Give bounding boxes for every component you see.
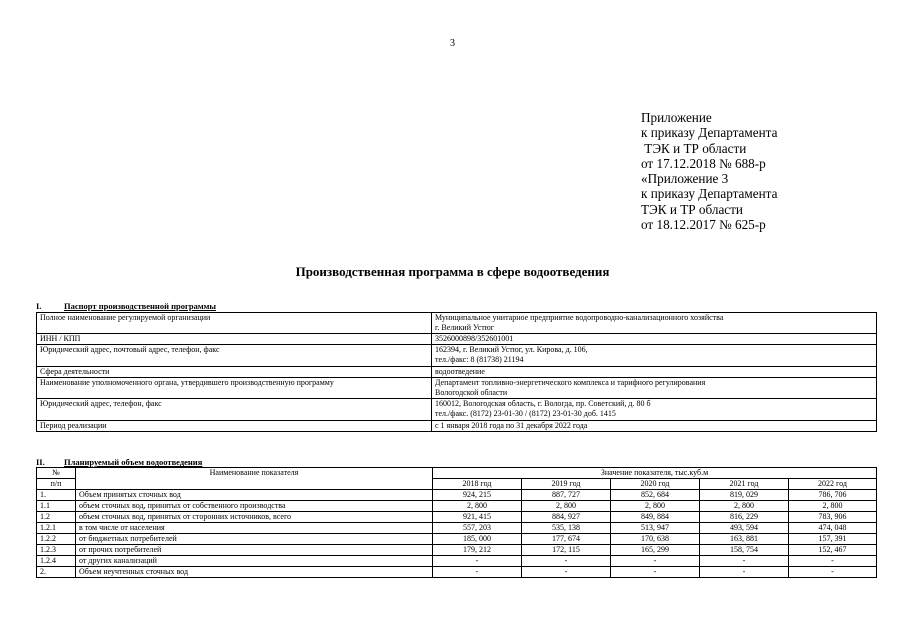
row-value: - — [433, 567, 522, 578]
passport-value — [432, 399, 877, 421]
year-header: 2020 год — [611, 479, 700, 490]
passport-label: Наименование уполномоченного органа, утвердившего производственную программу — [37, 378, 432, 399]
row-number: 1.2.2 — [37, 534, 76, 545]
row-value: 887, 727 — [522, 490, 611, 501]
row-value: 185, 000 — [433, 534, 522, 545]
passport-row — [37, 399, 877, 421]
section-1-number: I. — [36, 301, 42, 311]
row-number: 1.2.3 — [37, 545, 76, 556]
row-number: 1. — [37, 490, 76, 501]
appendix-line: ТЭК и ТР области — [641, 201, 743, 217]
passport-label: Юридический адрес, почтовый адрес, телефон, факс — [37, 345, 432, 367]
row-number: 1.2.1 — [37, 523, 76, 534]
appendix-line: Приложение — [641, 110, 712, 125]
row-name: Объем неучтенных сточных вод — [76, 567, 433, 578]
row-value: 158, 754 — [700, 545, 789, 556]
passport-value: с 1 января 2018 года по 31 декабря 2022 года — [432, 421, 877, 432]
row-value: 924, 215 — [433, 490, 522, 501]
passport-value — [432, 378, 877, 399]
passport-label: Полное наименование регулируемой организации — [37, 313, 432, 334]
row-name: от бюджетных потребителей — [76, 534, 433, 545]
row-value: 535, 138 — [522, 523, 611, 534]
row-name: от других канализаций — [76, 556, 433, 567]
passport-value-line: 160012, Вологодская область, г. Вологда, пр. Советский, д. 80 б — [435, 399, 651, 408]
year-header: 2022 год — [789, 479, 877, 490]
section-1-heading — [36, 301, 216, 311]
row-value: 884, 927 — [522, 512, 611, 523]
col-number-header: № — [37, 468, 76, 479]
passport-value — [432, 313, 877, 334]
row-name: Объем принятых сточных вод — [76, 490, 433, 501]
appendix-line: «Приложение 3 — [641, 171, 729, 187]
passport-label: ИНН / КПП — [37, 334, 432, 345]
appendix-line: к приказу Департамента — [641, 186, 778, 202]
volume-row — [37, 567, 877, 578]
row-value: 2, 800 — [433, 501, 522, 512]
volume-row — [37, 512, 877, 523]
passport-value-line: 162394, г. Великий Устюг, ул. Кирова, д. 106, — [435, 345, 588, 354]
row-value: 2, 800 — [522, 501, 611, 512]
row-name: объем сточных вод, принятых от сторонних источников, всего — [76, 512, 433, 523]
col-name-header: Наименование показателя — [76, 468, 433, 490]
row-value: - — [789, 567, 877, 578]
row-value: 557, 203 — [433, 523, 522, 534]
year-header: 2021 год — [700, 479, 789, 490]
passport-value — [432, 345, 877, 367]
row-value: - — [789, 556, 877, 567]
section-2-heading — [36, 457, 202, 467]
passport-row — [37, 367, 877, 378]
row-value: 179, 212 — [433, 545, 522, 556]
row-value: 2, 800 — [789, 501, 877, 512]
passport-value: 3526000898/352601001 — [432, 334, 877, 345]
row-name: от прочих потребителей — [76, 545, 433, 556]
passport-value-line: Вологодской области — [435, 388, 508, 397]
col-value-header: Значение показателя, тыс.куб.м — [433, 468, 877, 479]
volume-header-row — [37, 468, 877, 479]
appendix-line: к приказу Департамента — [641, 125, 778, 141]
volume-table — [36, 467, 877, 578]
row-name: в том числе от населения — [76, 523, 433, 534]
passport-value-line: тел./факс: 8 (81738) 21194 — [435, 355, 524, 364]
row-value: 163, 881 — [700, 534, 789, 545]
row-value: - — [700, 567, 789, 578]
passport-value-line: Муниципальное унитарное предприятие водопроводно-канализационного хозяйства — [435, 313, 724, 322]
row-value: - — [433, 556, 522, 567]
passport-value-line: Департамент топливно-энергетического комплекса и тарифного регулирования — [435, 378, 706, 387]
row-value: - — [522, 567, 611, 578]
row-value: 170, 638 — [611, 534, 700, 545]
passport-table — [36, 312, 877, 432]
appendix-line: от 17.12.2018 № 688-р — [641, 155, 766, 171]
volume-row — [37, 523, 877, 534]
year-header: 2019 год — [522, 479, 611, 490]
row-value: 165, 299 — [611, 545, 700, 556]
appendix-line: ТЭК и ТР области — [641, 140, 747, 156]
volume-row — [37, 490, 877, 501]
appendix-line: от 18.12.2017 № 625-р — [641, 217, 766, 233]
row-value: 157, 391 — [789, 534, 877, 545]
row-value: 2, 800 — [700, 501, 789, 512]
document-title: Производственная программа в сфере водоотведения — [295, 264, 610, 279]
passport-row — [37, 378, 877, 399]
passport-row — [37, 334, 877, 345]
passport-row — [37, 313, 877, 334]
volume-row — [37, 556, 877, 567]
appendix-block — [641, 110, 777, 232]
row-value: - — [522, 556, 611, 567]
section-2-title: Планируемый объем водоотведения — [64, 457, 203, 467]
volume-row — [37, 501, 877, 512]
row-name: объем сточных вод, принятых от собственного производства — [76, 501, 433, 512]
row-value: 786, 706 — [789, 490, 877, 501]
row-value: - — [611, 556, 700, 567]
row-value: 783, 906 — [789, 512, 877, 523]
passport-row — [37, 421, 877, 432]
row-value: 2, 800 — [611, 501, 700, 512]
volume-row — [37, 534, 877, 545]
passport-value: водоотведение — [432, 367, 877, 378]
col-number-header-2: п/п — [37, 479, 76, 490]
volume-row — [37, 545, 877, 556]
row-value: - — [700, 556, 789, 567]
section-1-title: Паспорт производственной программы — [64, 301, 217, 311]
row-value: 819, 029 — [700, 490, 789, 501]
row-number: 1.2.4 — [37, 556, 76, 567]
row-value: 849, 884 — [611, 512, 700, 523]
passport-label: Период реализации — [37, 421, 432, 432]
row-value: 177, 674 — [522, 534, 611, 545]
row-value: 172, 115 — [522, 545, 611, 556]
year-header: 2018 год — [433, 479, 522, 490]
row-value: 852, 684 — [611, 490, 700, 501]
row-value: - — [611, 567, 700, 578]
passport-row — [37, 345, 877, 367]
row-value: 921, 415 — [433, 512, 522, 523]
row-number: 2. — [37, 567, 76, 578]
row-number: 1.2 — [37, 512, 76, 523]
row-number: 1.1 — [37, 501, 76, 512]
row-value: 816, 229 — [700, 512, 789, 523]
row-value: 474, 048 — [789, 523, 877, 534]
passport-label: Юридический адрес, телефон, факс — [37, 399, 432, 421]
row-value: 152, 467 — [789, 545, 877, 556]
row-value: 493, 594 — [700, 523, 789, 534]
page-number: 3 — [450, 38, 455, 49]
passport-value-line: тел./факс. (8172) 23-01-30 / (8172) 23-01-30 доб. 1415 — [435, 409, 616, 418]
passport-label: Сфера деятельности — [37, 367, 432, 378]
passport-value-line: г. Великий Устюг — [435, 323, 494, 332]
row-value: 513, 947 — [611, 523, 700, 534]
section-2-number: II. — [36, 457, 45, 467]
